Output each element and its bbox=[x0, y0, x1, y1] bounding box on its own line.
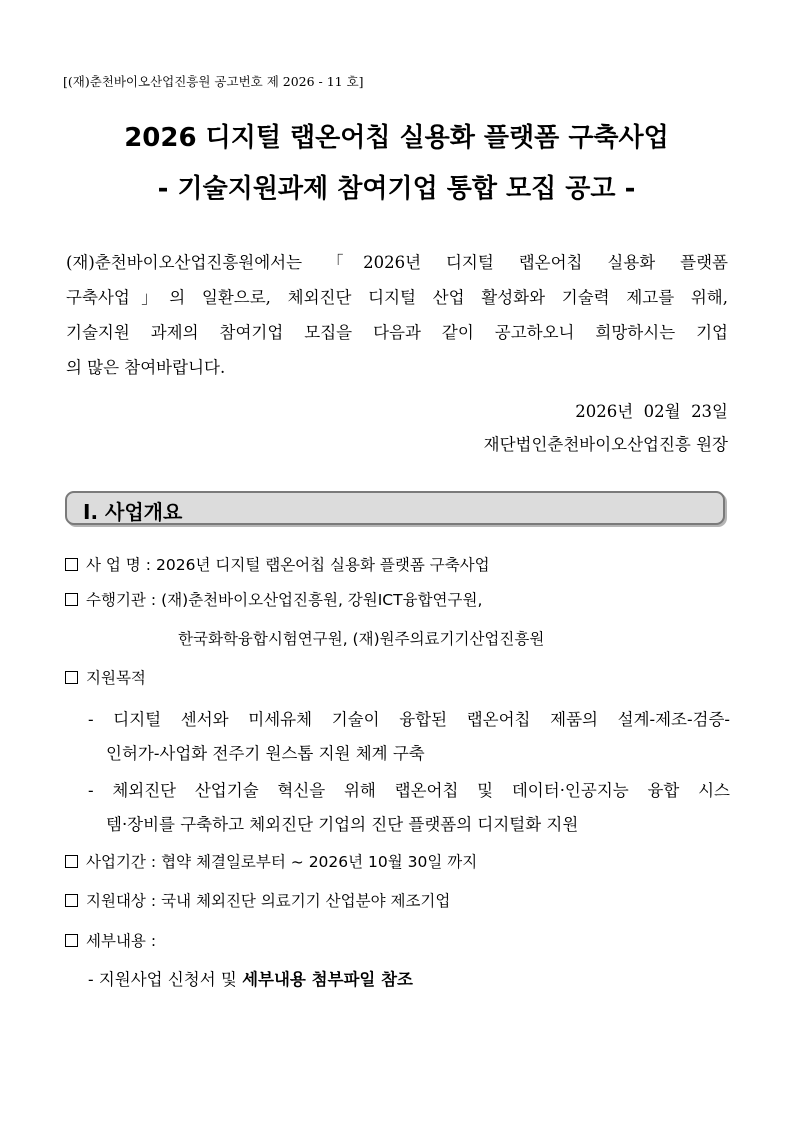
period-value: 협약 체결일로부터 ~ 2026년 10월 30일 까지 bbox=[161, 853, 478, 871]
purpose-item-line: 인허가-사업화 전주기 원스톱 지원 체계 구축 bbox=[106, 744, 425, 763]
intro-line: (재)춘천바이오산업진흥원에서는 「2026년 디지털 랩온어칩 실용화 플랫폼 bbox=[66, 253, 728, 272]
details-item bbox=[88, 966, 413, 990]
notice-number: [(재)춘천바이오산업진흥원 공고번호 제 2026 - 11 호] bbox=[63, 74, 364, 89]
purpose-item-line: 템·장비를 구축하고 체외진단 기업의 진단 플랫폼의 디지털화 지원 bbox=[106, 815, 579, 834]
period-label: 사업기간 : bbox=[86, 853, 157, 871]
purpose-item bbox=[88, 777, 730, 801]
purpose-row bbox=[65, 666, 146, 688]
details-attachment-note: 세부내용 첨부파일 참조 bbox=[242, 970, 413, 989]
purpose-item bbox=[88, 706, 730, 730]
target-label: 지원대상 : bbox=[86, 892, 157, 910]
purpose-label: 지원목적 bbox=[86, 669, 146, 687]
title-line-2: - 기술지원과제 참여기업 통합 모집 공고 - bbox=[157, 174, 636, 204]
issuer: 재단법인춘천바이오산업진흥 원장 bbox=[483, 435, 728, 454]
project-name-value: 2026년 디지털 랩온어칩 실용화 플랫폼 구축사업 bbox=[156, 556, 490, 574]
project-name-label: 사 업 명 : bbox=[86, 556, 151, 574]
target-value: 국내 체외진단 의료기기 산업분야 제조기업 bbox=[161, 892, 451, 910]
details-row bbox=[65, 929, 156, 951]
purpose-item-line: - 체외진단 산업기술 혁신을 위해 랩온어칩 및 데이터·인공지능 융합 시스 bbox=[88, 781, 730, 800]
agency-value: (재)춘천바이오산업진흥원, 강원ICT융합연구원, bbox=[161, 591, 483, 609]
intro-line: 기술지원 과제의 참여기업 모집을 다음과 같이 공고하오니 희망하시는 기업 bbox=[66, 323, 728, 342]
project-name-row bbox=[65, 553, 490, 575]
checkbox-icon bbox=[65, 855, 78, 868]
target-row bbox=[65, 889, 450, 911]
purpose-item-line: - 디지털 센서와 미세유체 기술이 융합된 랩온어칩 제품의 설계-제조-검증- bbox=[88, 710, 730, 729]
title-line-1: 2026 디지털 랩온어칩 실용화 플랫폼 구축사업 bbox=[124, 123, 669, 153]
agency-row bbox=[65, 588, 482, 610]
intro-line: 의 많은 참여바랍니다. bbox=[66, 358, 226, 377]
agency-row-continued bbox=[178, 627, 544, 649]
checkbox-icon bbox=[65, 934, 78, 947]
agency-label: 수행기관 : bbox=[86, 591, 157, 609]
checkbox-icon bbox=[65, 593, 78, 606]
agency-value: 한국화학융합시험연구원, (재)원주의료기기산업진흥원 bbox=[178, 630, 545, 648]
purpose-item-continued bbox=[106, 811, 578, 835]
checkbox-icon bbox=[65, 894, 78, 907]
period-row bbox=[65, 850, 477, 872]
details-prefix: - 지원사업 신청서 및 bbox=[88, 970, 243, 989]
section-heading-box bbox=[65, 491, 725, 525]
checkbox-icon bbox=[65, 558, 78, 571]
details-label: 세부내용 : bbox=[86, 932, 157, 950]
intro-line: 구축사업」의 일환으로, 체외진단 디지털 산업 활성화와 기술력 제고를 위해, bbox=[66, 288, 728, 307]
checkbox-icon bbox=[65, 671, 78, 684]
purpose-item-continued bbox=[106, 740, 425, 764]
intro-paragraph bbox=[66, 245, 728, 385]
section-heading: Ⅰ. 사업개요 bbox=[83, 500, 183, 524]
announcement-date: 2026년 02월 23일 bbox=[575, 402, 728, 421]
